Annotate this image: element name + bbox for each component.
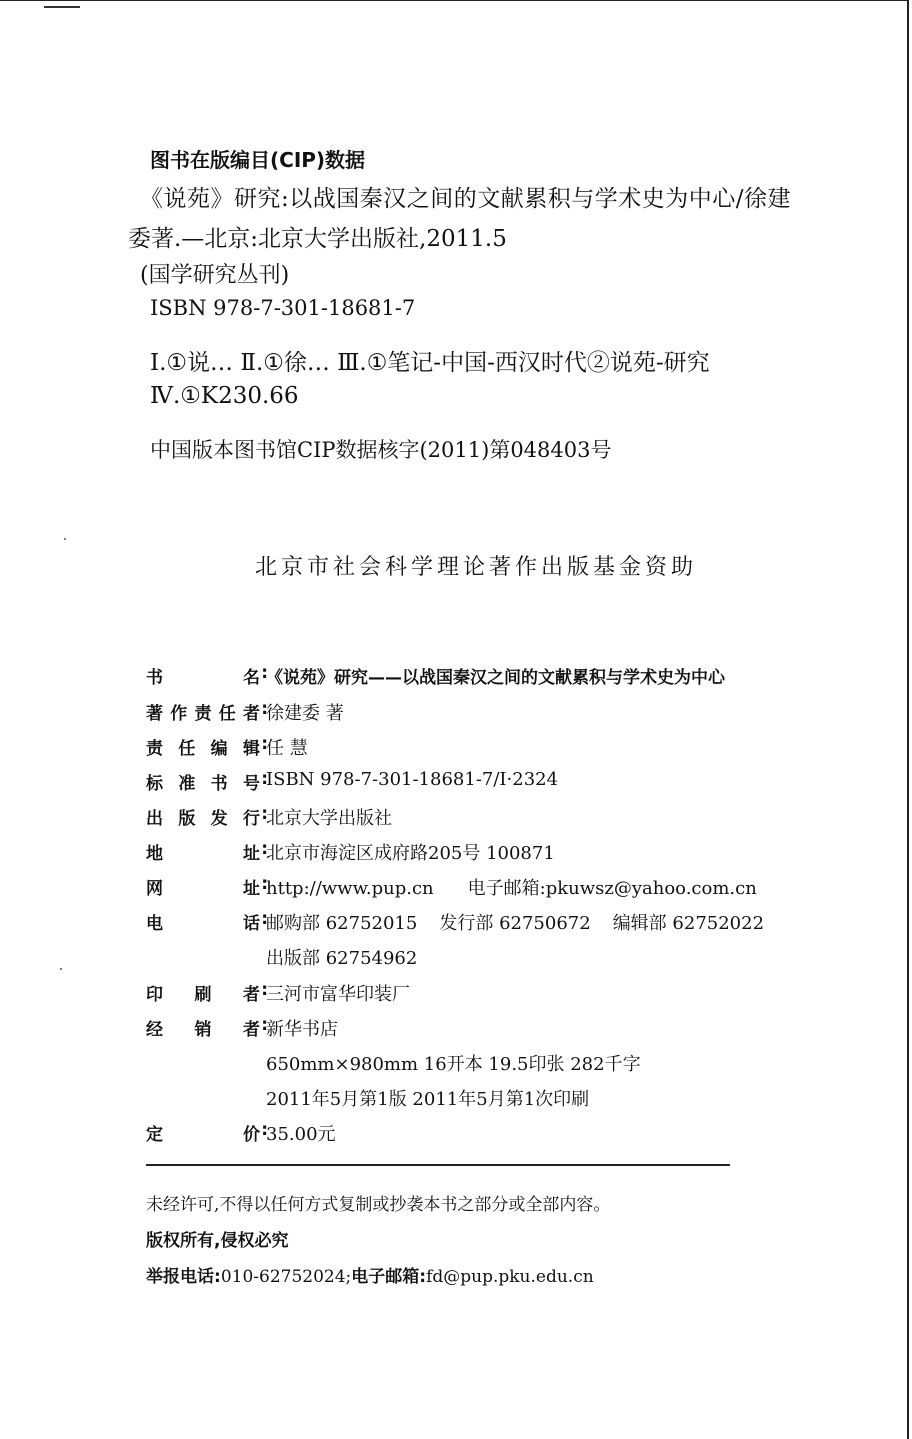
cip-classification-number: Ⅳ.①K230.66 [150, 383, 299, 409]
cip-title-line: 《说苑》研究:以战国秦汉之间的文献累积与学术史为中心/徐建 [140, 186, 791, 212]
address-value: 北京市海淀区成府路205号 100871 [266, 843, 555, 864]
email-address[interactable]: pkuwsz@yahoo.com.cn [545, 878, 757, 899]
report-email-label: 电子邮箱: [351, 1267, 427, 1287]
editor-value: 任 慧 [266, 738, 308, 759]
cip-series-line: (国学研究丛刊) [140, 263, 290, 288]
cip-isbn-line: ISBN 978-7-301-18681-7 [150, 296, 416, 320]
email-label: 电子邮箱: [467, 878, 546, 899]
report-line [146, 1262, 594, 1287]
cip-heading: 图书在版编目(CIP)数据 [150, 148, 366, 172]
price-value: 35.00元 [266, 1124, 336, 1145]
publisher-value: 北京大学出版社 [266, 808, 392, 829]
copyright-statement: 版权所有,侵权必究 [146, 1231, 289, 1251]
printer-value: 三河市富华印装厂 [266, 984, 410, 1005]
copyright-notice: 未经许可,不得以任何方式复制或抄袭本书之部分或全部内容。 [146, 1195, 611, 1215]
cip-verification-line: 中国版本图书馆CIP数据核字(2011)第048403号 [150, 438, 612, 462]
label-book-title: 书 名 : [146, 663, 268, 688]
book-title-value: 《说苑》研究——以战国秦汉之间的文献累积与学术史为中心 [266, 668, 725, 688]
phone-publishing: 出版部 62754962 [266, 948, 418, 969]
label-publisher: 出 版 发 行 : [146, 804, 268, 829]
report-phone-label: 举报电话: [146, 1267, 221, 1287]
report-phone: 010-62752024; [220, 1267, 352, 1287]
distributor-value: 新华书店 [266, 1019, 338, 1040]
scan-mark [44, 6, 80, 8]
edition-value: 2011年5月第1版 2011年5月第1次印刷 [266, 1089, 590, 1110]
scan-speck [60, 968, 62, 970]
label-book-number: 标 准 书 号 : [146, 769, 268, 794]
website-url[interactable]: http://www.pup.cn [266, 878, 434, 899]
phone-distribution: 发行部 62750672 [439, 913, 591, 934]
specs-value: 650mm×980mm 16开本 19.5印张 282千字 [266, 1054, 641, 1075]
website-value [266, 874, 757, 900]
phone-editorial: 编辑部 62752022 [612, 913, 765, 934]
scan-speck [64, 538, 66, 540]
cip-publication-line: 委著.—北京:北京大学出版社,2011.5 [128, 226, 507, 252]
label-phone: 电 话 : [146, 909, 268, 934]
divider-rule [146, 1164, 730, 1166]
cip-classification-line: Ⅰ.①说… Ⅱ.①徐… Ⅲ.①笔记-中国-西汉时代②说苑-研究 [150, 350, 710, 376]
phone-value [266, 909, 764, 935]
label-printer: 印 刷 者 : [146, 980, 268, 1005]
label-website: 网 址 : [146, 874, 268, 899]
label-distributor: 经 销 者 : [146, 1015, 268, 1040]
author-value: 徐建委 著 [266, 703, 344, 724]
label-price: 定 价 : [146, 1120, 268, 1145]
fund-note: 北京市社会科学理论著作出版基金资助 [255, 555, 698, 580]
label-editor: 责 任 编 辑 : [146, 734, 268, 759]
label-address: 地 址 : [146, 839, 268, 864]
phone-mail-order: 邮购部 62752015 [266, 913, 418, 934]
book-number-value: ISBN 978-7-301-18681-7/I·2324 [266, 769, 559, 790]
label-author: 著 作 责 任 者 : [146, 699, 268, 724]
report-email[interactable]: fd@pup.pku.edu.cn [426, 1267, 594, 1287]
